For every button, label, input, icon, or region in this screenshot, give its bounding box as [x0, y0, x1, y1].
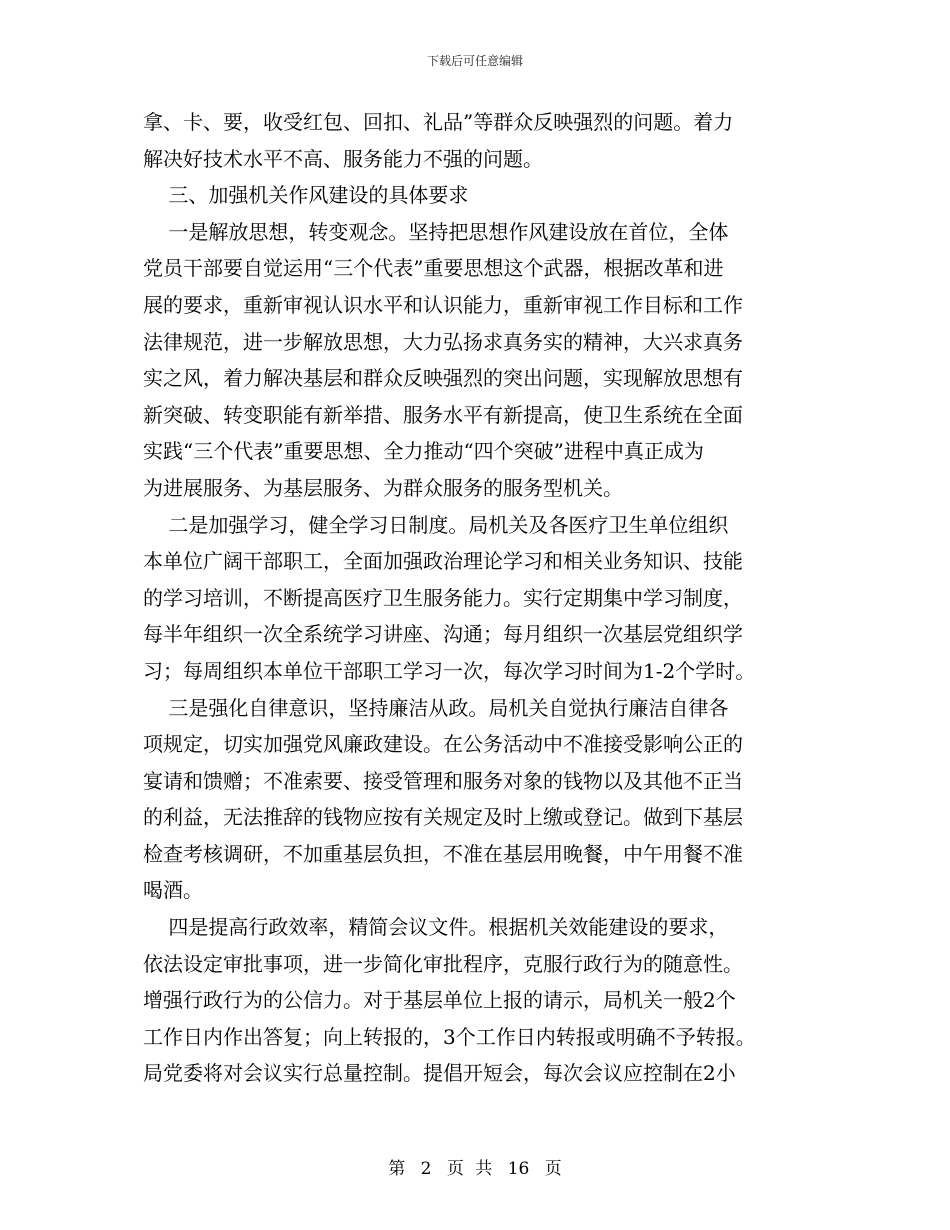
- text-line: 四是提高行政效率，精简会议文件。根据机关效能建设的要求，: [143, 915, 729, 940]
- footer-suffix: 页: [544, 1159, 562, 1179]
- text-line: 局党委将对会议实行总量控制。提倡开短会，每次会议应控制在2小: [143, 1061, 736, 1086]
- text-line: 实践“三个代表”重要思想、全力推动“四个突破”进程中真正成为: [143, 439, 704, 464]
- text-line: 检查考核调研，不加重基层负担，不准在基层用晚餐，中午用餐不准: [143, 841, 743, 866]
- footer-page-number: 2: [420, 1159, 432, 1179]
- text-line: 的利益，无法推辞的钱物应按有关规定及时上缴或登记。做到下基层: [143, 805, 743, 830]
- text-line: 为进展服务、为基层服务、为群众服务的服务型机关。: [143, 475, 623, 500]
- text-line: 喝酒。: [143, 878, 203, 903]
- page-header: 下载后可任意编辑: [426, 54, 523, 68]
- footer-middle: 页 共: [446, 1159, 493, 1179]
- document-body: [143, 104, 815, 1092]
- text-line: 宴请和馈赠；不准索要、接受管理和服务对象的钱物以及其他不正当: [143, 768, 743, 793]
- text-line: 一是解放思想，转变观念。坚持把思想作风建设放在首位，全体: [143, 219, 729, 244]
- text-line: 解决好技术水平不高、服务能力不强的问题。: [143, 146, 543, 171]
- text-line: 项规定，切实加强党风廉政建设。在公务活动中不准接受影响公正的: [143, 732, 743, 757]
- text-line: 党员干部要自觉运用“三个代表”重要思想这个武器，根据改革和进: [143, 256, 724, 281]
- text-line: 工作日内作出答复；向上转报的，3个工作日内转报或明确不予转报。: [143, 1024, 756, 1049]
- page-footer: [0, 1154, 950, 1179]
- text-line: 每半年组织一次全系统学习讲座、沟通；每月组织一次基层党组织学: [143, 622, 743, 647]
- text-line: 二是加强学习，健全学习日制度。局机关及各医疗卫生单位组织: [143, 512, 729, 537]
- text-line: 的学习培训，不断提高医疗卫生服务能力。实行定期集中学习制度，: [143, 585, 743, 610]
- footer-total-pages: 16: [507, 1159, 530, 1179]
- text-line: 依法设定审批事项，进一步简化审批程序，克服行政行为的随意性。: [143, 951, 743, 976]
- text-line: 实之风，着力解决基层和群众反映强烈的突出问题，实现解放思想有: [143, 366, 743, 391]
- text-line: 三、加强机关作风建设的具体要求: [143, 183, 469, 208]
- text-line: 习；每周组织本单位干部职工学习一次，每次学习时间为1-2个学时。: [143, 658, 756, 683]
- text-line: 展的要求，重新审视认识水平和认识能力，重新审视工作目标和工作: [143, 292, 743, 317]
- footer-prefix: 第: [388, 1159, 406, 1179]
- text-line: 法律规范，进一步解放思想，大力弘扬求真务实的精神，大兴求真务: [143, 329, 743, 354]
- text-line: 增强行政行为的公信力。对于基层单位上报的请示，局机关一般2个: [143, 988, 736, 1013]
- text-line: 新突破、转变职能有新举措、服务水平有新提高，使卫生系统在全面: [143, 402, 743, 427]
- text-line: 拿、卡、要，收受红包、回扣、礼品”等群众反映强烈的问题。着力: [143, 110, 734, 134]
- text-line: 本单位广阔干部职工，全面加强政治理论学习和相关业务知识、技能: [143, 549, 743, 574]
- text-line: 三是强化自律意识，坚持廉洁从政。局机关自觉执行廉洁自律各: [143, 695, 729, 720]
